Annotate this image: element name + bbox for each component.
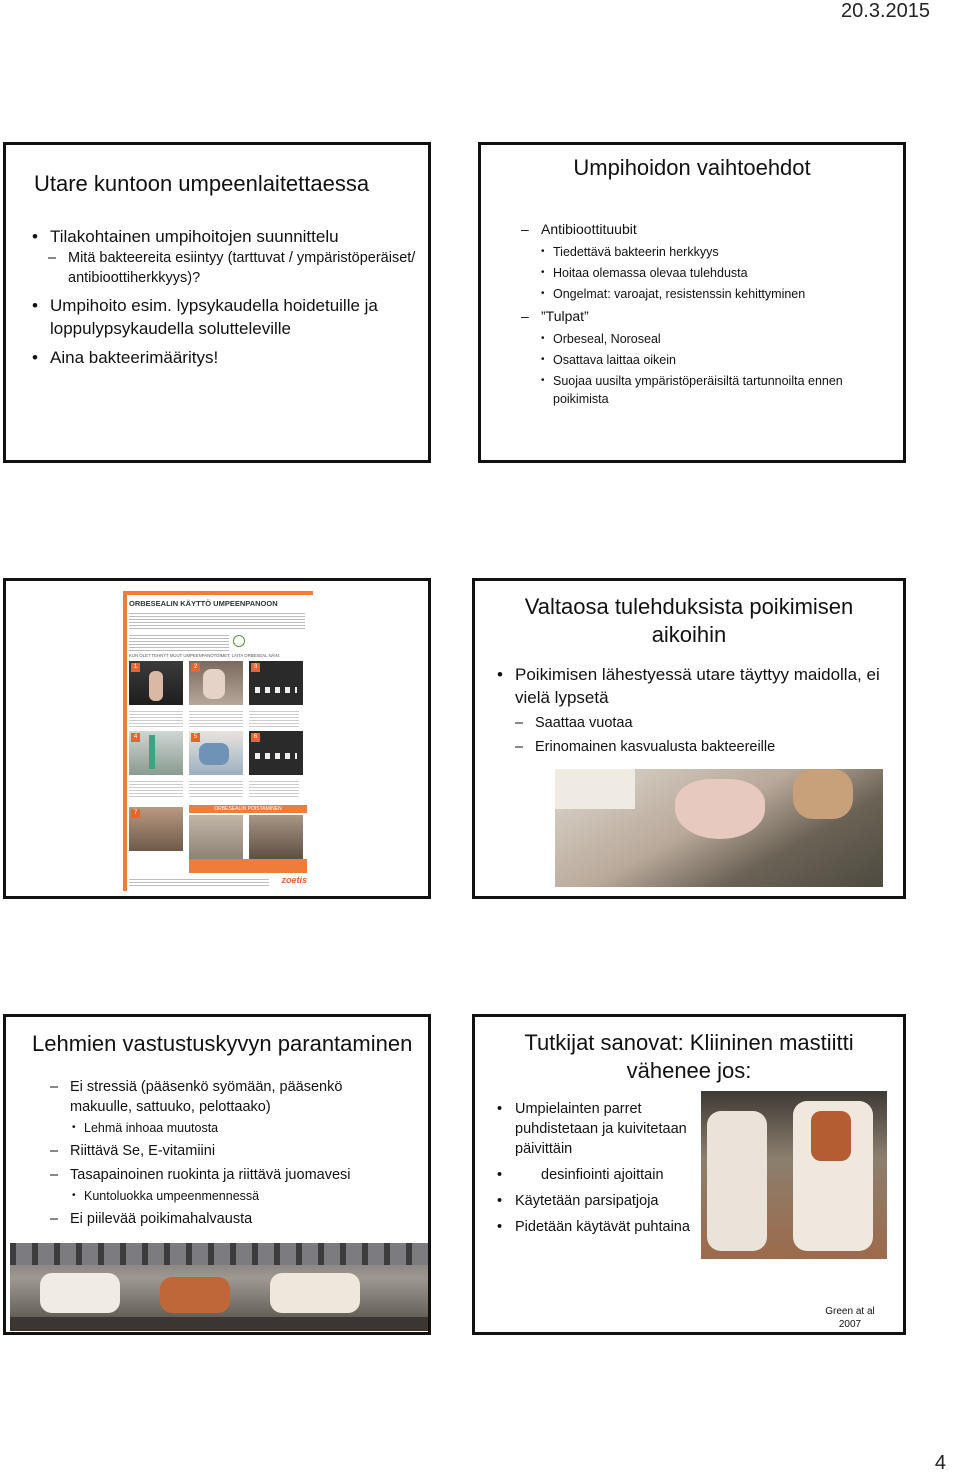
citation: Green at al 2007 — [825, 1306, 875, 1330]
bullet-item: • desinfiointi ajoittain — [493, 1165, 693, 1185]
bullet-item: • Käytetään parsipatjoja — [493, 1191, 693, 1211]
dry-cows-photo — [701, 1091, 887, 1259]
slide-dry-off-options — [478, 142, 906, 463]
dash-item: – Tasapainoinen ruokinta ja riittävä juomavesi — [48, 1165, 408, 1185]
bullet-item: • Pidetään käytävät puhtaina — [493, 1217, 693, 1237]
step-number: 2 — [191, 663, 200, 672]
sub-bullet-item: • Suojaa uusilta ympäristöperäisiltä tartunnoilta ennen poikimista — [539, 372, 894, 408]
sub-bullet-item: • Hoitaa olemassa olevaa tulehdusta — [539, 264, 894, 282]
zoetis-logo: zoetis — [281, 875, 307, 885]
step-number: 6 — [251, 733, 260, 742]
slide-research-findings — [472, 1014, 906, 1335]
udder-photo — [555, 769, 883, 887]
dash-item: – Ei stressiä (pääsenkö syömään, pääsenkö makuulle, sattuuko, pelottaako) — [48, 1077, 408, 1117]
bullet-item: • Umpihoito esim. lypsykaudella hoidetuille ja loppulypsykaudella solutteleville — [28, 294, 418, 340]
dash-item: – Antibioottituubit — [519, 219, 894, 239]
sub-bullet-item: • Kuntoluokka umpeenmennessä — [70, 1187, 408, 1205]
step-number: 4 — [131, 733, 140, 742]
sub-bullet-item: • Orbeseal, Noroseal — [539, 330, 894, 348]
barn-photo — [10, 1243, 428, 1331]
page-number: 4 — [934, 1452, 946, 1474]
dash-item: – Ei piilevää poikimahalvausta — [48, 1209, 408, 1229]
step-photo — [189, 815, 243, 859]
slide-title: Lehmien vastustuskyvyn parantaminen — [32, 1031, 413, 1056]
sub-bullet-item: • Tiedettävä bakteerin herkkyys — [539, 243, 894, 261]
bullet-item: • Aina bakteerimääritys! — [28, 346, 418, 369]
sub-bullet-item: • Lehmä inhoaa muutosta — [70, 1119, 408, 1137]
step-number: 3 — [251, 663, 260, 672]
step-number: 7 — [131, 809, 140, 818]
orbeseal-leaflet-image — [123, 591, 313, 891]
sub-bullet-item: – Saattaa vuotaa — [513, 713, 893, 733]
slide-title: Umpihoidon vaihtoehdot — [573, 155, 811, 180]
sub-bullet-item: – Erinomainen kasvualusta bakteereille — [513, 737, 893, 757]
leaflet-title: ORBESEALIN KÄYTTÖ UMPEENPANOON — [129, 599, 278, 608]
slide-udder-preparation — [3, 142, 431, 463]
sub-bullet-item: • Ongelmat: varoajat, resistenssin kehittyminen — [539, 285, 894, 303]
slide-title: Valtaosa tulehduksista poikimisen aikoihin — [524, 594, 854, 647]
slide-orbeseal-leaflet — [3, 578, 431, 899]
slide-calving-mastitis — [472, 578, 906, 899]
document-date: 20.3.2015 — [841, 0, 930, 22]
dash-item: – ”Tulpat” — [519, 306, 894, 326]
step-number: 1 — [131, 663, 140, 672]
dash-item: – Riittävä Se, E-vitamiini — [48, 1141, 408, 1161]
removal-title: ORBESEALIN POISTAMINEN — [189, 805, 307, 813]
sub-bullet-item: – Mitä bakteereita esiintyy (tarttuvat / ympäristöperäiset/ antibioottiherkkyys)? — [46, 248, 418, 288]
sub-bullet-item: • Osattava laittaa oikein — [539, 351, 894, 369]
bullet-item: • Umpielainten parret puhdistetaan ja kuivitetaan päivittäin — [493, 1099, 693, 1159]
leaflet-subtitle: KUN OLET TEHNYT MUUT UMPEENPANOTOIMET, LAITA ORBESEAL NÄIN: — [129, 653, 280, 658]
bullet-item: • Poikimisen lähestyessä utare täyttyy maidolla, ei vielä lypsetä — [493, 663, 893, 709]
step-photo — [249, 815, 303, 859]
bullet-item: • Tilakohtainen umpihoitojen suunnittelu — [28, 225, 418, 248]
step-number: 5 — [191, 733, 200, 742]
slide-title: Utare kuntoon umpeenlaitettaessa — [34, 171, 370, 196]
slide-cow-resistance — [3, 1014, 431, 1335]
slide-title: Tutkijat sanovat: Kliininen mastiitti vähenee jos: — [524, 1030, 854, 1083]
